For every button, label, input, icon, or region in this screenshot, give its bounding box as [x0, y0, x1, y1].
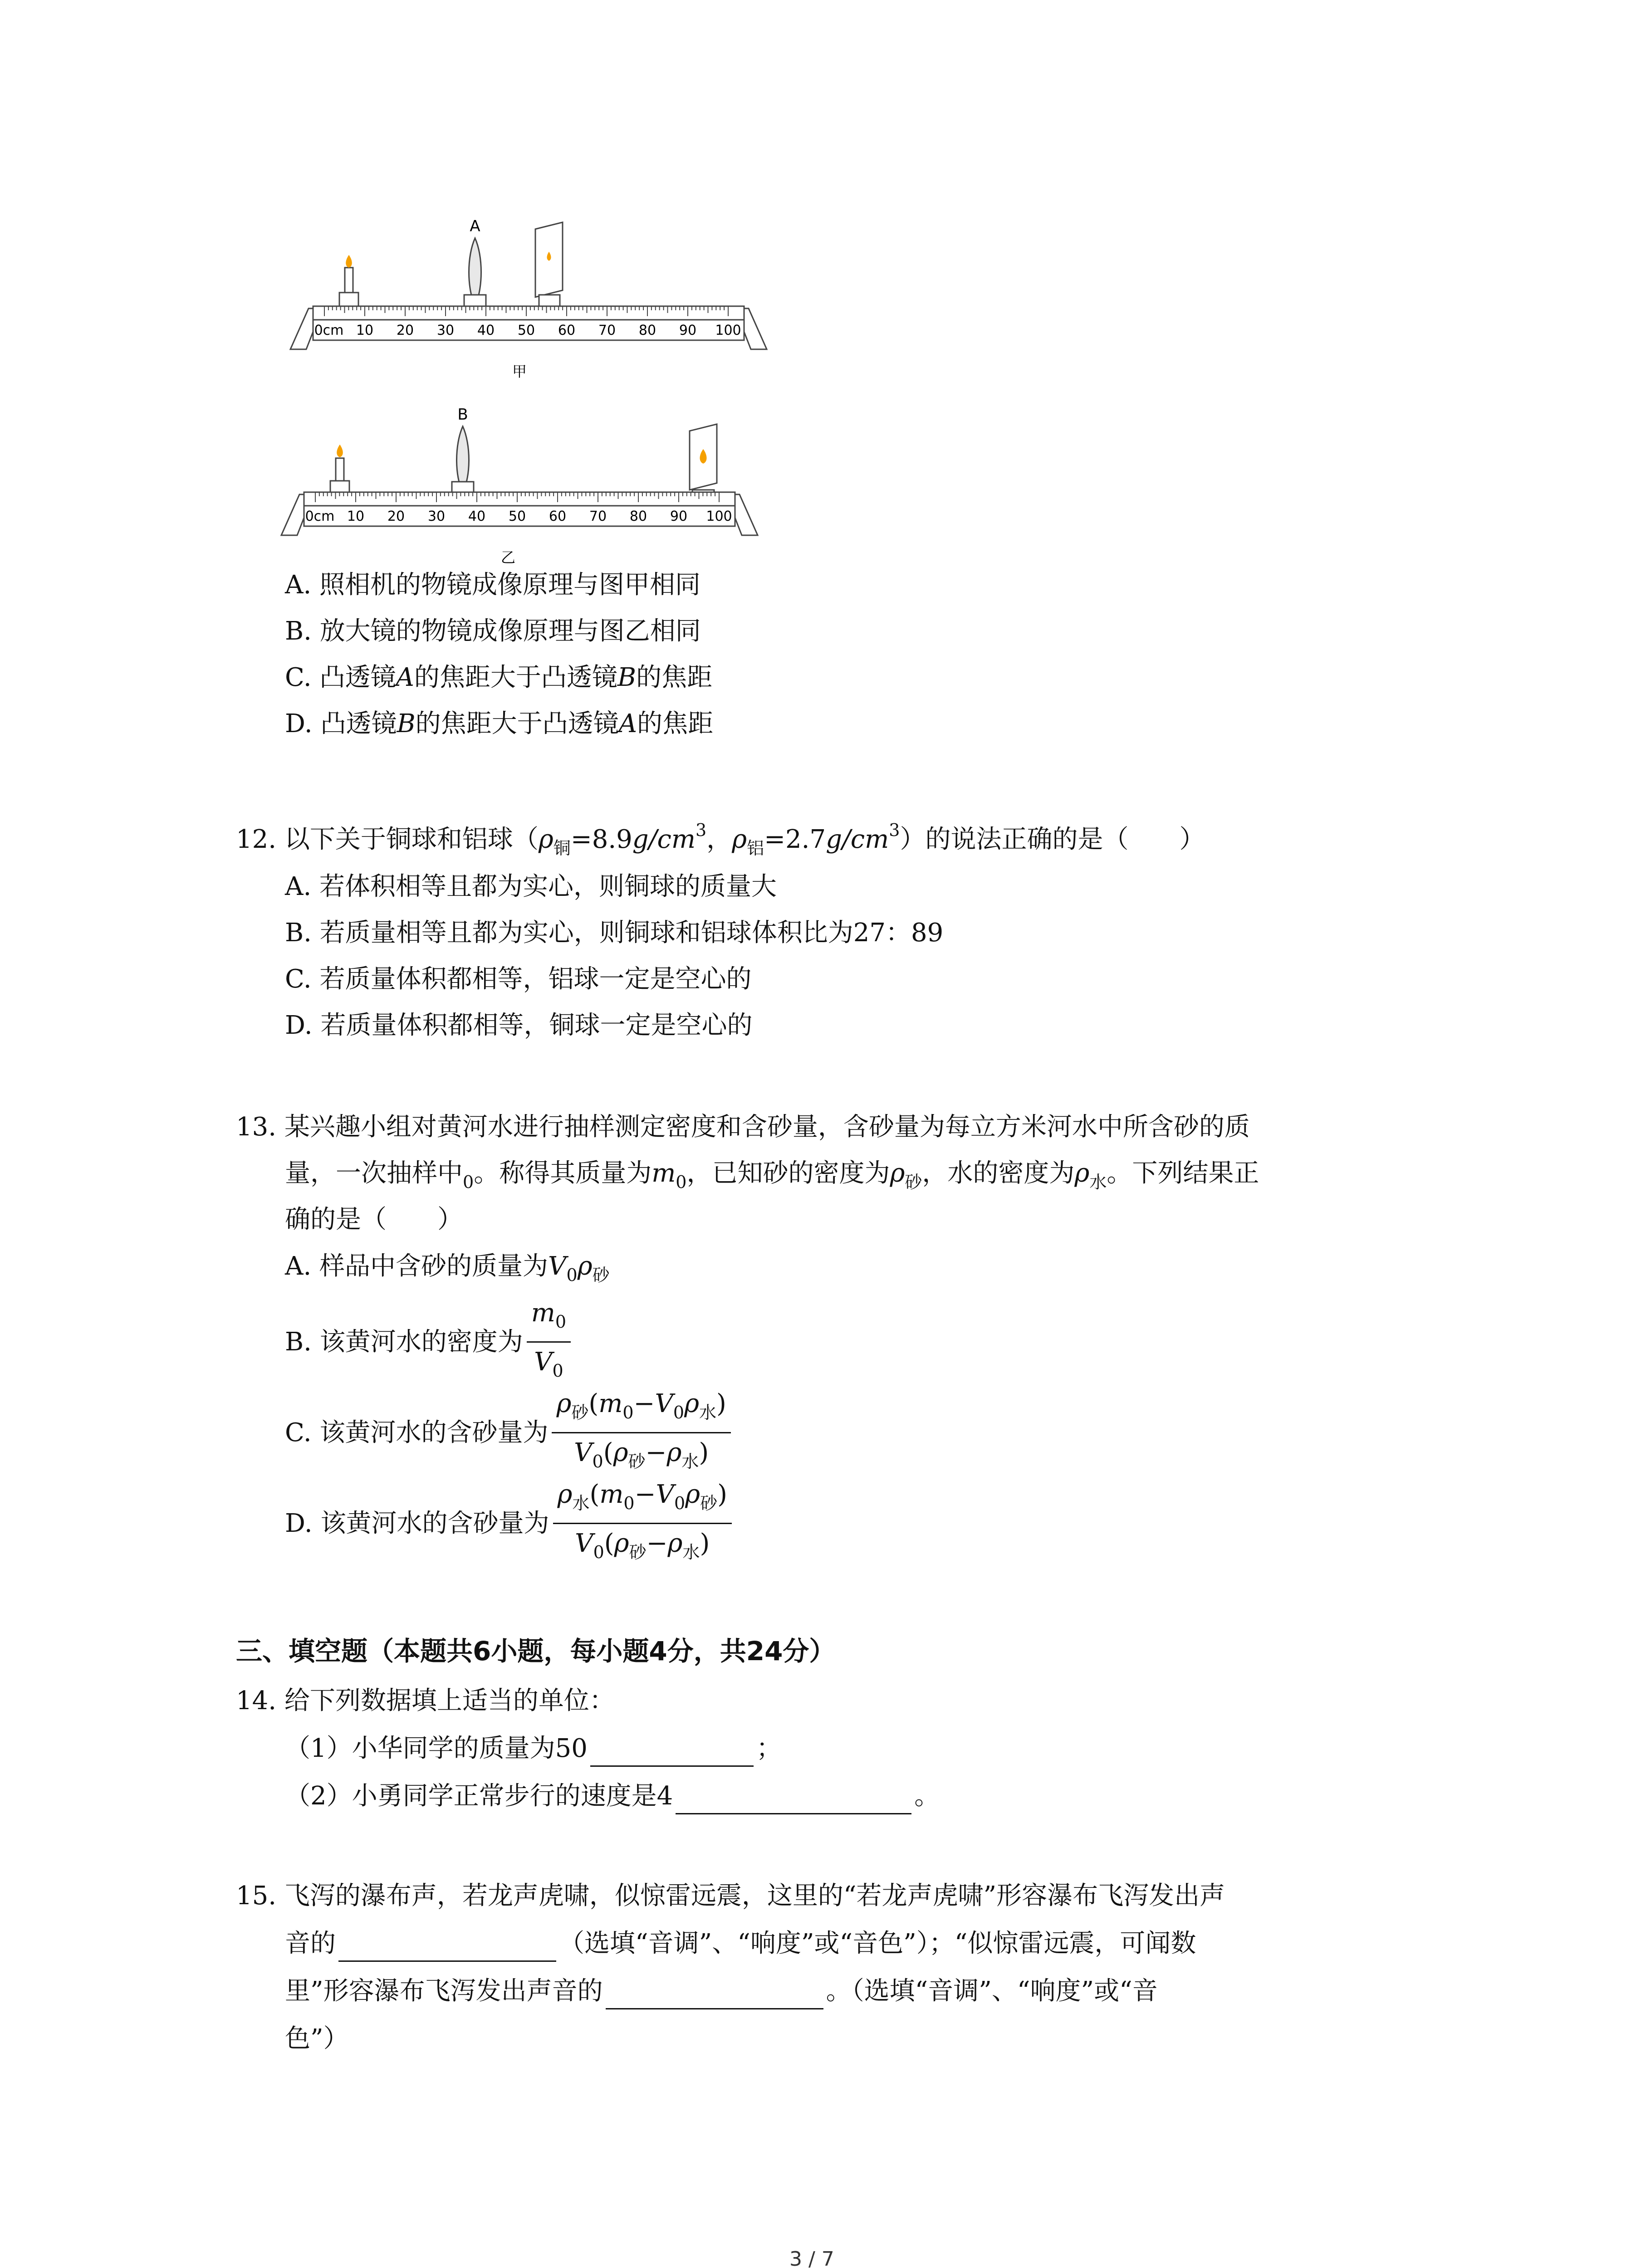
q15-line1: 15. 飞泻的瀑布声，若龙声虎啸，似惊雷远震，这里的“若龙声虎啸”形容瀑布飞泻发出声 — [236, 1881, 1225, 1911]
lens-b-label: B — [457, 406, 468, 424]
q12-stem: 12. 以下关于铜球和铝球（$\rho_铜=8.9g/cm^3$，$\rho_铝=2.7g/cm^3$）的说法正确的是（ ） — [236, 820, 1205, 858]
ruler-tick-label: 70 — [598, 323, 616, 338]
ruler-tick-label: 20 — [387, 508, 405, 524]
figure-yi — [272, 399, 771, 572]
q12-option-b: B. 若质量相等且都为实心，则铜球和铝球体积比为27：89 — [285, 918, 944, 948]
ruler-tick-label: 90 — [670, 508, 688, 524]
section-heading: 三、填空题（本题共6小题，每小题4分，共24分） — [236, 1636, 836, 1667]
screen-icon — [535, 222, 563, 306]
figure-jia — [281, 213, 780, 386]
fraction: $\frac{m_0}{V_0}$ — [527, 1297, 571, 1387]
q13-stem-line1: 13. 某兴趣小组对黄河水进行抽样测定密度和含砂量，含砂量为每立方米河水中所含砂的质 — [236, 1112, 1250, 1142]
screen-icon — [690, 424, 717, 490]
ruler-tick-label: 10 — [347, 508, 365, 524]
ruler-tick-label: 80 — [629, 508, 647, 524]
ruler-tick-label: 60 — [549, 508, 567, 524]
q13-stem-line2: 量，一次抽样中$_0$。称得其质量为$m_0$，已知砂的密度为$\rho_砂$，水的密度为$\rho_水$。下列结果正 — [285, 1158, 1259, 1192]
lens-a-label: A — [470, 217, 480, 235]
q12-option-a: A. 若体积相等且都为实心，则铜球的质量大 — [285, 872, 777, 901]
ruler-tick-label: 0cm — [314, 323, 344, 338]
q12-option-d: D. 若质量体积都相等，铜球一定是空心的 — [285, 1011, 753, 1040]
q14-sub1: （1）小华同学的质量为50 ； — [285, 1730, 782, 1767]
answer-blank[interactable] — [606, 1979, 823, 2009]
q14-sub2: （2）小勇同学正常步行的速度是4 。 — [285, 1778, 940, 1814]
answer-blank[interactable] — [338, 1931, 556, 1962]
ruler-tick-label: 100 — [715, 323, 741, 338]
ruler-tick-label: 100 — [706, 508, 732, 524]
candle-icon — [345, 255, 353, 293]
ruler-tick-label: 40 — [468, 508, 486, 524]
q15-line4: 色”） — [285, 2024, 349, 2053]
ruler-tick-label: 80 — [638, 323, 656, 338]
ruler-tick-label: 50 — [517, 323, 535, 338]
q15-line3: 里”形容瀑布飞泻发出声音的 。（选填“音调”、“响度”或“音 — [285, 1973, 1158, 2009]
q15-line2: 音的 （选填“音调”、“响度”或“音色”）；“似惊雷远震，可闻数 — [285, 1926, 1196, 1962]
q14-stem: 14. 给下列数据填上适当的单位： — [236, 1686, 615, 1716]
candle-icon — [336, 445, 344, 481]
page-number: 3 / 7 — [789, 2248, 834, 2268]
fraction: $\frac{\rho_砂(m_0-V_0\rho_水)}{V_0(\rho_砂-\rho_水)}$ — [552, 1388, 730, 1477]
q13-option-c: C. 该黄河水的含砂量为 $\frac{\rho_砂(m_0-V_0\rho_水)}{V_0(\rho_砂-\rho_水)}$ — [285, 1388, 731, 1477]
ruler-tick-label: 30 — [427, 508, 446, 524]
ruler-tick-label: 90 — [679, 323, 697, 338]
ruler-tick-label: 60 — [558, 323, 576, 338]
ruler-tick-label: 70 — [589, 508, 607, 524]
q11-option-c: C. 凸透镜A的焦距大于凸透镜B的焦距 — [285, 663, 713, 692]
q12-option-c: C. 若质量体积都相等，铝球一定是空心的 — [285, 964, 752, 994]
q13-option-b: B. 该黄河水的密度为 $\frac{m_0}{V_0}$ — [285, 1297, 571, 1387]
ruler-tick-label: 40 — [477, 323, 495, 338]
figure-caption-yi: 乙 — [500, 549, 516, 566]
q11-option-a: A. 照相机的物镜成像原理与图甲相同 — [285, 570, 701, 600]
figure-caption-jia: 甲 — [512, 363, 527, 380]
q11-option-d: D. 凸透镜B的焦距大于凸透镜A的焦距 — [285, 709, 714, 738]
fraction: $\frac{\rho_水(m_0-V_0\rho_砂)}{V_0(\rho_砂-\rho_水)}$ — [553, 1479, 732, 1568]
answer-blank[interactable] — [590, 1736, 754, 1767]
q13-option-d: D. 该黄河水的含砂量为 $\frac{\rho_水(m_0-V_0\rho_砂)}{V_0(\rho_砂-\rho_水)}$ — [285, 1479, 732, 1568]
answer-blank[interactable] — [676, 1784, 911, 1814]
q13-stem-line3: 确的是（ ） — [285, 1205, 463, 1234]
ruler-tick-label: 50 — [508, 508, 526, 524]
ruler-tick-label: 30 — [436, 323, 455, 338]
ruler-tick-label: 10 — [356, 323, 374, 338]
q13-option-a: A. 样品中含砂的质量为$V_0\rho_砂$ — [285, 1251, 610, 1285]
ruler-tick-label: 20 — [396, 323, 414, 338]
ruler-tick-label: 0cm — [305, 508, 335, 524]
q11-option-b: B. 放大镜的物镜成像原理与图乙相同 — [285, 616, 701, 646]
